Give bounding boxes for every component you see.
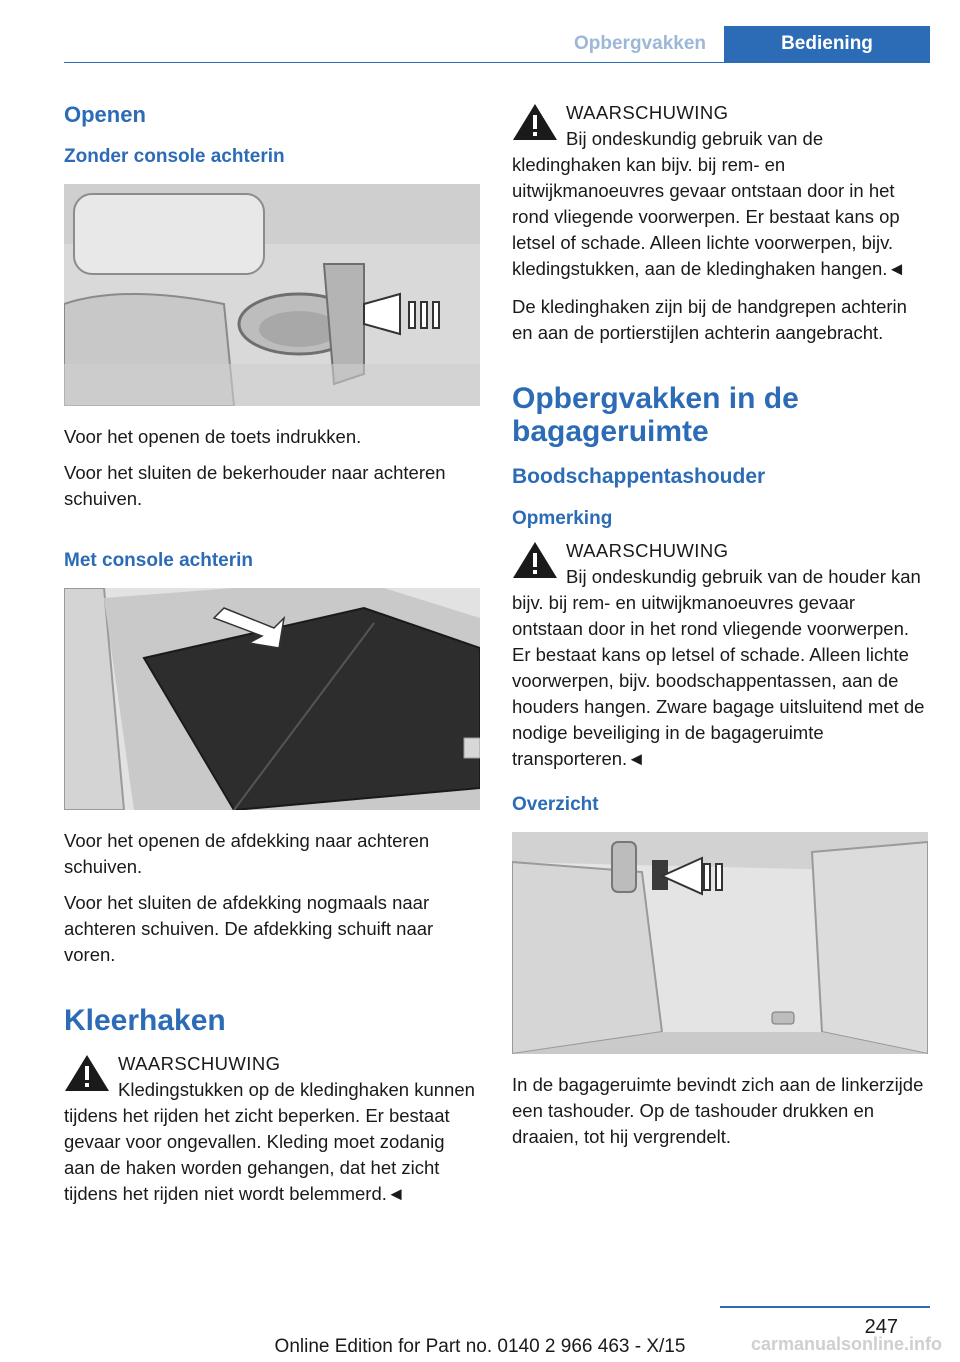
warning-triangle-icon — [512, 540, 558, 580]
subheading-overzicht: Overzicht — [512, 794, 599, 815]
figure-cupholder — [64, 184, 480, 406]
paragraph-kledinghaken-location: De kledinghaken zijn bij de handgrepen achterin en aan de portierstijlen achterin aangebracht. — [512, 296, 907, 343]
heading-openen: Openen — [64, 102, 146, 127]
watermark: carmanualsonline.info — [750, 1334, 942, 1354]
warning-label: WAARSCHUWING — [118, 1053, 281, 1074]
footer-edition: Online Edition for Part no. 0140 2 966 463 - X/15 — [274, 1336, 686, 1357]
subheading-zonder-console: Zonder console achterin — [64, 146, 285, 167]
right-column — [512, 100, 928, 1160]
paragraph-fig2-open: Voor het openen de afdekking naar achteren schuiven. — [64, 830, 430, 877]
warning-label: WAARSCHUWING — [566, 102, 729, 123]
left-column — [64, 100, 480, 1219]
heading-opbergvakken-bagageruimte: Opbergvakken in de bagageruimte — [512, 382, 799, 448]
console-cover-illustration — [64, 588, 480, 810]
warning-text: Bij ondeskundig gebruik van de houder kan bijv. bij rem- en uitwijkmanoeuvres gevaar ontstaan door in het rond vliegende voorwerpen. Er bestaat kans op letsel of schade. Alleen lichte voorwerpen, bijv. boodschappentassen, aan de houders hangen. Zware bagage uitsluitend met de nodige beveiliging in de bagageruimte transporteren.◄ — [512, 566, 925, 769]
warning-block-kledinghaken — [512, 100, 928, 282]
warning-label: WAARSCHUWING — [566, 540, 729, 561]
figure-console-cover — [64, 588, 480, 810]
warning-triangle-icon — [64, 1053, 110, 1093]
paragraph-tashouder: In de bagageruimte bevindt zich aan de linkerzijde een tashouder. Op de tashouder drukken en draaien, tot hij vergrendelt. — [512, 1074, 924, 1147]
running-header-section: Opbergvakken — [574, 33, 706, 54]
running-header-chapter-tab: Bediening — [724, 26, 930, 62]
page-number: 247 — [864, 1316, 898, 1338]
warning-block-houder — [512, 538, 928, 772]
cupholder-illustration — [64, 184, 480, 406]
paragraph-fig2-close: Voor het sluiten de afdekking nogmaals naar achteren schuiven. De afdekking schuift naar voren. — [64, 892, 434, 965]
paragraph-fig1-close: Voor het sluiten de bekerhouder naar achteren schuiven. — [64, 462, 446, 509]
subheading-met-console: Met console achterin — [64, 550, 253, 571]
subheading-opmerking: Opmerking — [512, 508, 613, 529]
heading-kleerhaken: Kleerhaken — [64, 1004, 226, 1037]
trunk-illustration — [512, 832, 928, 1054]
warning-text: Bij ondeskundig gebruik van de kledinghaken kan bijv. bij rem- en uitwijkmanoeuvres gevaar ontstaan door in het rond vliegende voorwerpen. Er bestaat kans op letsel of schade. Alleen lichte voorwerpen, bijv. kledingstukken, aan de kledinghaken hangen.◄ — [512, 128, 906, 279]
footer-rule — [720, 1306, 930, 1308]
subheading-boodschappentashouder: Boodschappentashouder — [512, 465, 766, 488]
paragraph-fig1-open: Voor het openen de toets indrukken. — [64, 426, 362, 447]
warning-block-kleerhaken — [64, 1051, 480, 1207]
figure-trunk-bag-holder — [512, 832, 928, 1054]
warning-triangle-icon — [512, 102, 558, 142]
header-rule — [64, 62, 930, 63]
warning-text: Kledingstukken op de kledinghaken kunnen tijdens het rijden het zicht beperken. Er bestaat gevaar voor ongevallen. Kleding moet zodanig aan de haken worden gehangen, dat het zicht tijdens het rijden niet wordt belemmerd.◄ — [64, 1079, 475, 1204]
